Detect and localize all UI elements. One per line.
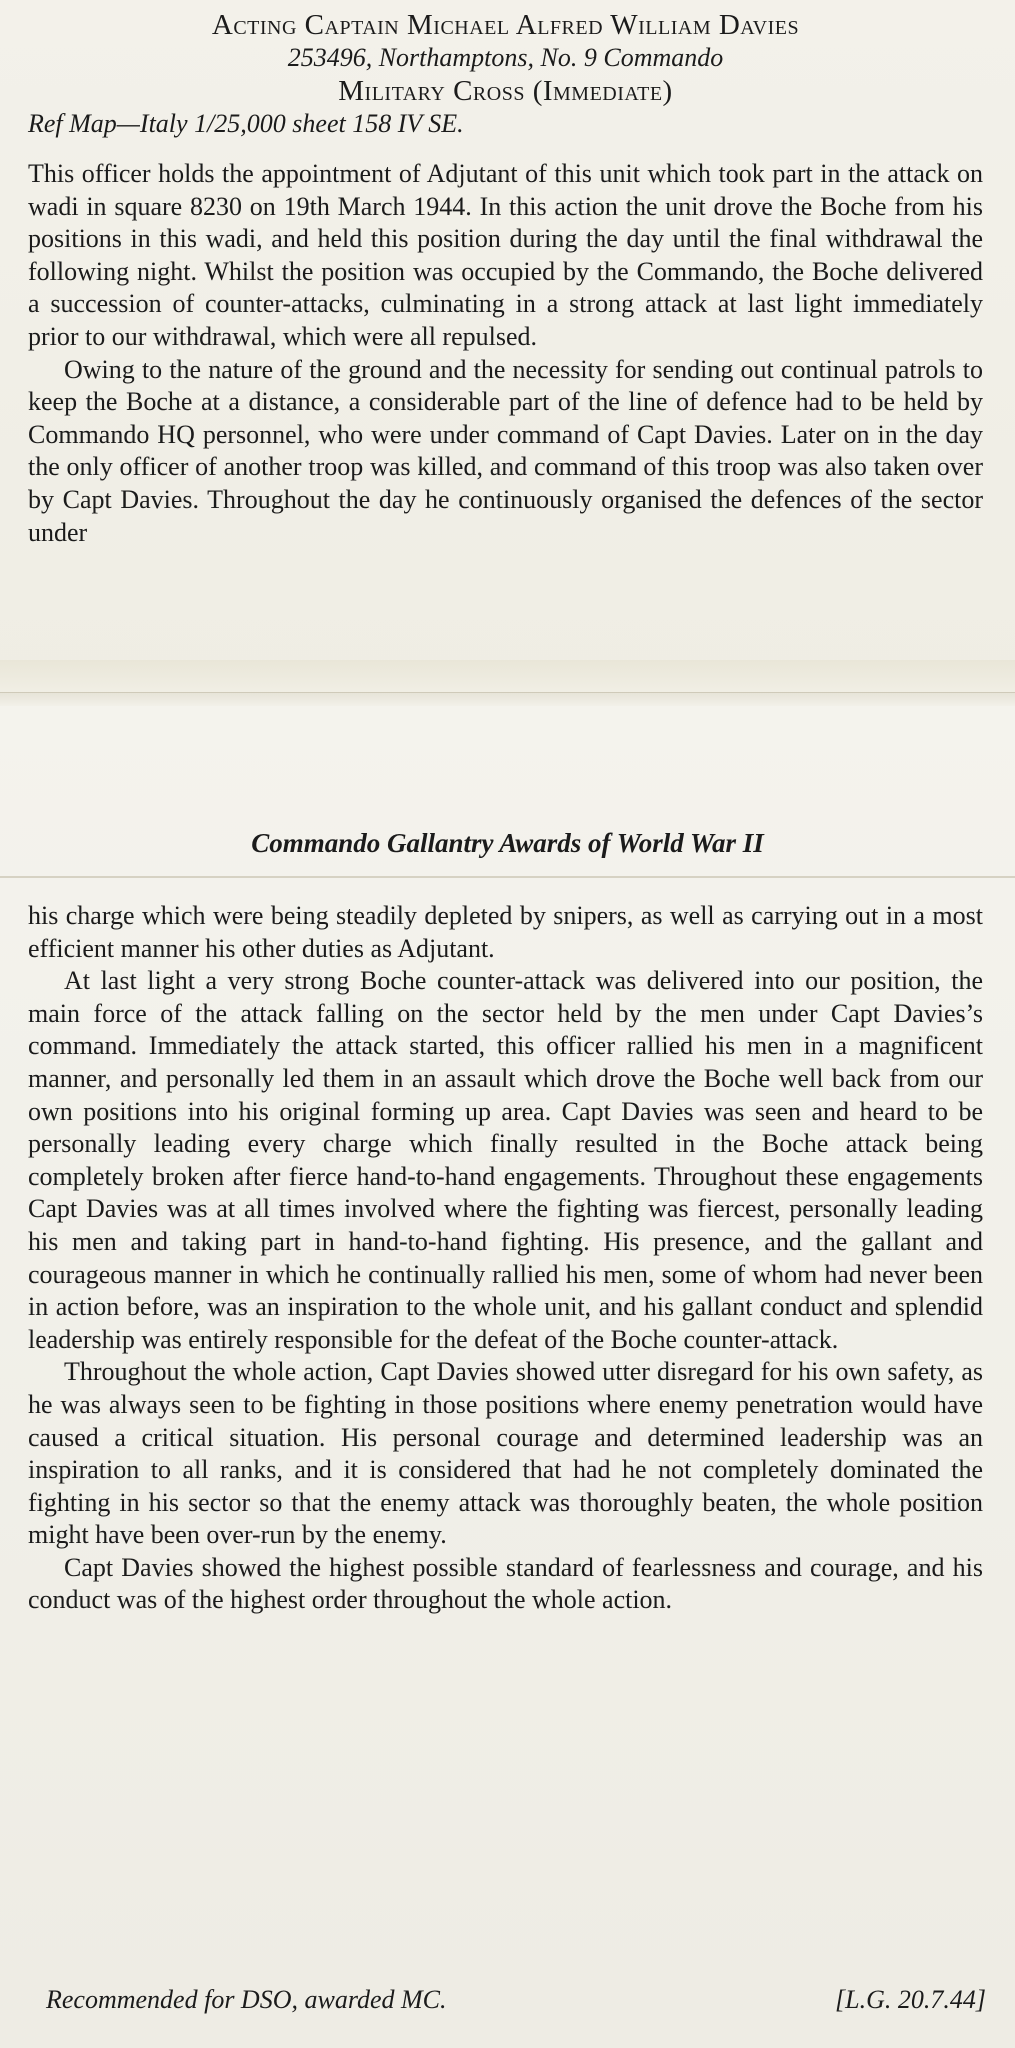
map-reference: Ref Map—Italy 1/25,000 sheet 158 IV SE. <box>28 109 464 138</box>
recommendation-note: Recommended for DSO, awarded MC. <box>46 1985 447 2014</box>
paragraph: his charge which were being steadily depleted by snipers, as well as carrying out in a most efficient manner his other duties as Adjutant. <box>28 901 983 963</box>
paragraph: Owing to the nature of the ground and the necessity for sending out continual patrols to keep the Boche at a distance, a considerable part of the line of defence had to be held by Commando HQ personnel, who were under command of Capt Davies. Later on in the day the only officer of another troop was killed, and command of this troop was also taken over by Capt Davies. Throughout the day he continuously organised the defences of the sector under <box>28 354 983 547</box>
award-name: Military Cross (Immediate) <box>338 75 673 107</box>
page-crease-line <box>0 876 1015 878</box>
citation-text-top <box>28 158 983 549</box>
paragraph: This officer holds the appointment of Adjutant of this unit which took part in the attack on wadi in square 8230 on 19th March 1944. In this action the unit drove the Boche from his positions in this wadi, and held this position during the day until the final withdrawal the following night. Whilst the position was occupied by the Commando, the Boche delivered a succession of counter-attacks, culminating in a strong attack at last light immediately prior to our withdrawal, which were all repulsed. <box>28 159 983 351</box>
gazette-reference: [L.G. 20.7.44] <box>835 1985 986 2014</box>
recipient-name: Acting Captain Michael Alfred William Davies <box>211 9 800 41</box>
citation-closing <box>46 1985 986 2015</box>
citation-header <box>28 8 983 140</box>
book-title: Commando Gallantry Awards of World War II <box>251 828 764 858</box>
paragraph: Capt Davies showed the highest possible standard of fearlessness and courage, and his conduct was of the highest order throughout the whole action. <box>28 1552 983 1615</box>
recipient-unit: 253496, Northamptons, No. 9 Commando <box>287 43 724 72</box>
citation-text-bottom <box>28 900 983 1617</box>
paragraph: At last light a very strong Boche counter-attack was delivered into our position, the main force of the attack falling on the sector held by the men under Capt Davies’s command. Immediately the attack started, this officer rallied his men in a magnificent manner, and personally led them in an assault which drove the Boche well back from our own positions into his original forming up area. Capt Davies was seen and heard to be personally leading every charge which finally resulted in the Boche attack being completely broken after fierce hand-to-hand engagements. Throughout these engagements Capt Davies was at all times involved where the fighting was fiercest, personally leading his men and taking part in hand-to-hand fighting. His presence, and the gallant and courageous manner in which he continually rallied his men, some of whom had never been in action before, was an inspiration to the whole unit, and his gallant conduct and splendid leadership was entirely responsible for the defeat of the Boche counter-attack. <box>28 966 983 1354</box>
paragraph: Throughout the whole action, Capt Davies showed utter disregard for his own safety, as he was always seen to be fighting in those positions where enemy penetration would have caused a critical situation. His personal courage and determined leadership was an inspiration to all ranks, and it is considered that had he not completely dominated the fighting in his sector so that the enemy attack was thoroughly beaten, the whole position might have been over-run by the enemy. <box>28 1357 983 1550</box>
